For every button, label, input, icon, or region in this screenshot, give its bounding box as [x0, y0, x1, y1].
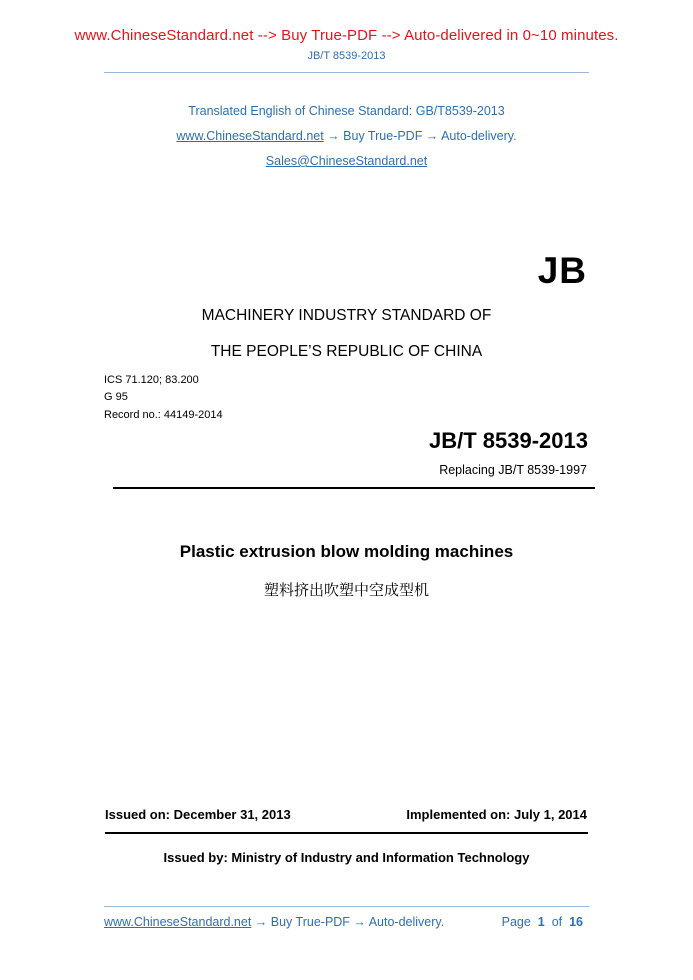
- page-current: 1: [537, 915, 545, 929]
- footer-buy-line: [104, 915, 444, 929]
- issued-by: Issued by: Ministry of Industry and Information Technology: [163, 850, 530, 865]
- header-divider: [104, 72, 589, 73]
- title-english: Plastic extrusion blow molding machines: [179, 542, 514, 561]
- translation-note: Translated English of Chinese Standard: GB/T8539-2013: [188, 104, 505, 118]
- page-total: 16: [569, 915, 583, 929]
- website-link[interactable]: www.ChineseStandard.net: [176, 129, 324, 143]
- dates-divider: [105, 832, 588, 834]
- jb-logo: JB: [537, 250, 587, 291]
- footer-divider: [104, 906, 589, 907]
- industry-heading-line1: MACHINERY INDUSTRY STANDARD OF: [201, 307, 492, 324]
- title-divider: [113, 487, 595, 489]
- industry-heading-line2: THE PEOPLE’S REPUBLIC OF CHINA: [210, 343, 483, 360]
- page-of: of: [551, 915, 563, 929]
- issued-on-date: Issued on: December 31, 2013: [105, 807, 291, 822]
- replacing-note: Replacing JB/T 8539-1997: [439, 463, 587, 477]
- buy-line: [0, 129, 693, 143]
- footer-buy-rest: → Buy True-PDF → Auto-delivery.: [251, 915, 445, 929]
- title-chinese: 塑料挤出吹塑中空成型机: [263, 582, 429, 599]
- footer-website-link[interactable]: www.ChineseStandard.net: [104, 915, 252, 929]
- record-number: Record no.: 44149-2014: [104, 409, 223, 421]
- ics-code: ICS 71.120; 83.200: [104, 374, 199, 386]
- buy-line-rest: → Buy True-PDF → Auto-delivery.: [323, 129, 517, 143]
- header-standard-code: JB/T 8539-2013: [307, 50, 386, 62]
- sales-email-link[interactable]: Sales@ChineseStandard.net: [265, 154, 428, 168]
- sales-line: [0, 154, 693, 168]
- standard-code: JB/T 8539-2013: [429, 428, 588, 453]
- page-indicator: [502, 915, 583, 929]
- page-label: Page: [501, 915, 531, 929]
- classification-code: G 95: [104, 391, 128, 403]
- top-banner[interactable]: www.ChineseStandard.net --> Buy True-PDF --> Auto-delivered in 0~10 minutes.: [74, 27, 619, 44]
- implemented-on-date: Implemented on: July 1, 2014: [406, 807, 587, 822]
